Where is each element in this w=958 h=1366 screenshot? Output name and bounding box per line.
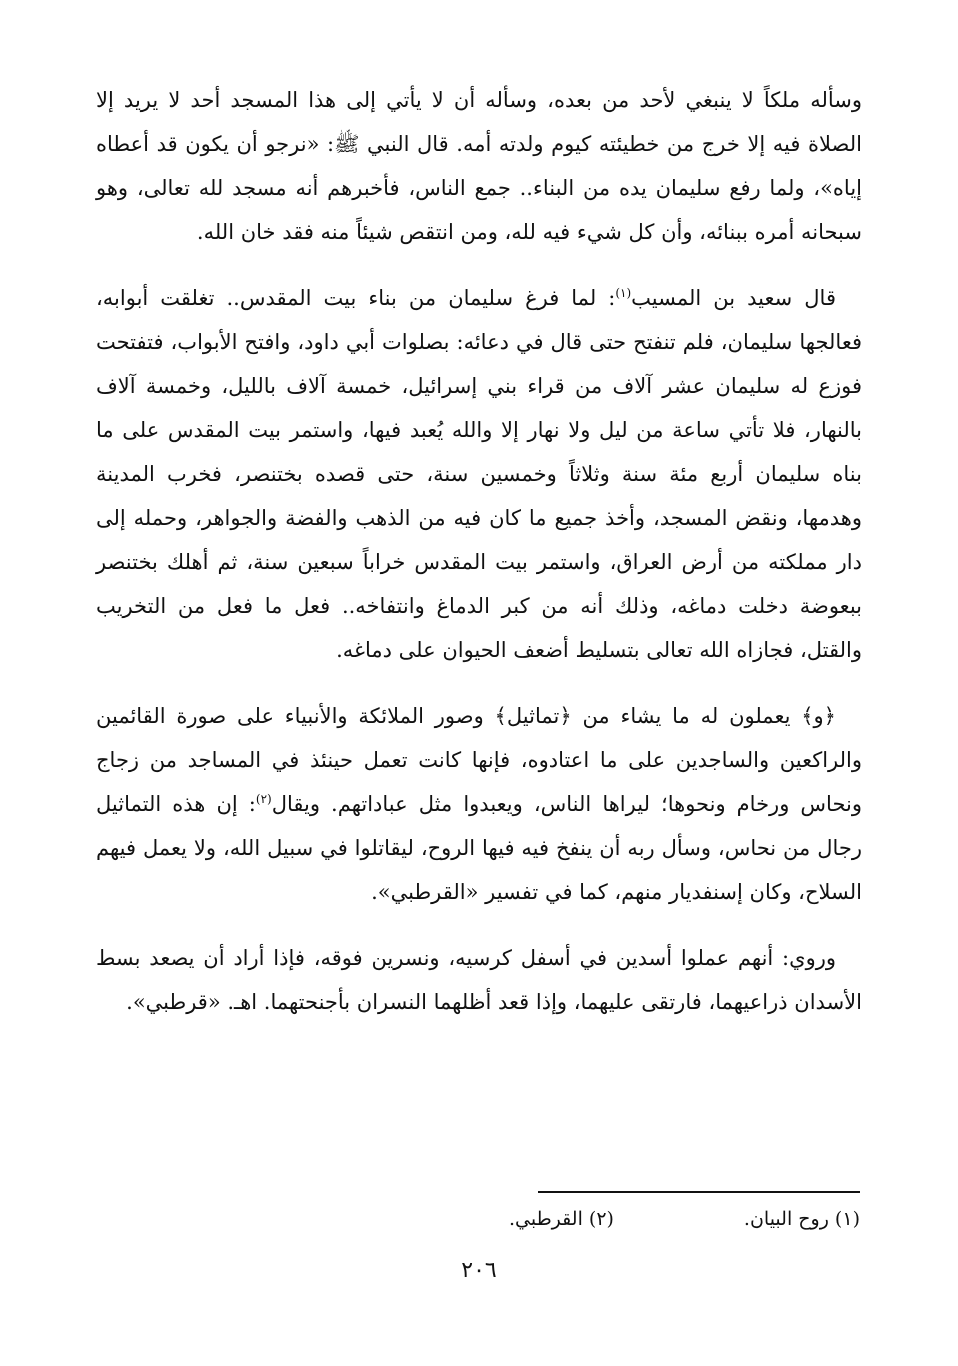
paragraph-1 xyxy=(96,78,862,254)
paragraph-3-text-start: ﴿و﴾ يعملون له ما يشاء من ﴿تماثيل﴾ وصور الملائكة والأنبياء على صورة القائمين والراكعين والساجدين على ما اعتادوه، فإنها كانت تعمل حينئذ في المساجد من زجاج ونحاس ورخام ونحوها؛ ليراها الناس، ويعبدوا مثل عباداتهم. ويقال xyxy=(96,704,862,816)
paragraph-3 xyxy=(96,694,862,914)
paragraph-4 xyxy=(96,936,862,1024)
footnote-ref-2: (٢) xyxy=(255,792,272,806)
paragraph-2 xyxy=(96,276,862,672)
footnote-ref-1: (١) xyxy=(615,286,632,300)
paragraph-2-text-start: قال سعيد بن المسيب xyxy=(631,286,836,310)
footnote-1: (١) روح البيان. xyxy=(743,1208,860,1230)
paragraph-2-text-rest: : لما فرغ سليمان من بناء بيت المقدس.. تغلقت أبوابه، فعالجها سليمان، فلم تنفتح حتى قال في دعائه: بصلوات أبي داود، وافتح الأبواب، فتفتحت فوزع له سليمان عشر آلاف من قراء بني إسرائيل، خمسة آلاف بالليل، وخمسة آلاف بالنهار، فلا تأتي ساعة من ليل ولا نهار إلا والله يُعبد فيها، واستمر بيت المقدس على ما بناه سليمان أربع مئة سنة وثلاثاً وخمسين سنة، حتى قصده بختنصر، فخرب المدينة وهدمها، ونقض المسجد، وأخذ جميع ما كان فيه من الذهب والفضة والجواهر، وحمله إلى دار مملكته من أرض العراق، واستمر بيت المقدس خراباً سبعين سنة، ثم أهلك بختنصر ببعوضة دخلت دماغه، وذلك أنه من كبر الدماغ وانتفاخه.. فعل ما فعل من التخريب والقتل، فجازاه الله تعالى بتسليط أضعف الحيوان على دماغه. xyxy=(96,286,862,662)
footnote-divider xyxy=(538,1191,860,1193)
paragraph-1-text: وسأله ملكاً لا ينبغي لأحد من بعده، وسأله أن لا يأتي إلى هذا المسجد أحد لا يريد إلا الصلاة فيه إلا خرج من خطيئته كيوم ولدته أمه. قال النبي ﷺ: «نرجو أن يكون قد أعطاه إياه»، ولما رفع سليمان يده من البناء.. جمع الناس، فأخبرهم أنه مسجد لله تعالى، وهو سبحانه أمره ببنائه، وأن كل شيء فيه لله، ومن انتقص شيئاً منه فقد خان الله. xyxy=(96,88,862,244)
body-text xyxy=(96,78,862,1046)
footnotes xyxy=(96,1202,860,1236)
page-number: ٢٠٦ xyxy=(461,1258,497,1283)
paragraph-4-text: وروي: أنهم عملوا أسدين في أسفل كرسيه، ونسرين فوقه، فإذا أراد أن يصعد بسط الأسدان ذراعيهما، فارتقى عليهما، وإذا قعد أظلهما النسران بأجنحتهما. اهـ. «قرطبي». xyxy=(96,946,862,1014)
footnote-2: (٢) القرطبي. xyxy=(508,1208,614,1230)
paragraph-3-text-rest: : إن هذه التماثيل رجال من نحاس، وسأل ربه أن ينفخ فيه فيها الروح، ليقاتلوا في سبيل الله، ولا يعمل فيهم السلاح، وكان إسنفديار منهم، كما في تفسير «القرطبي». xyxy=(96,792,862,904)
